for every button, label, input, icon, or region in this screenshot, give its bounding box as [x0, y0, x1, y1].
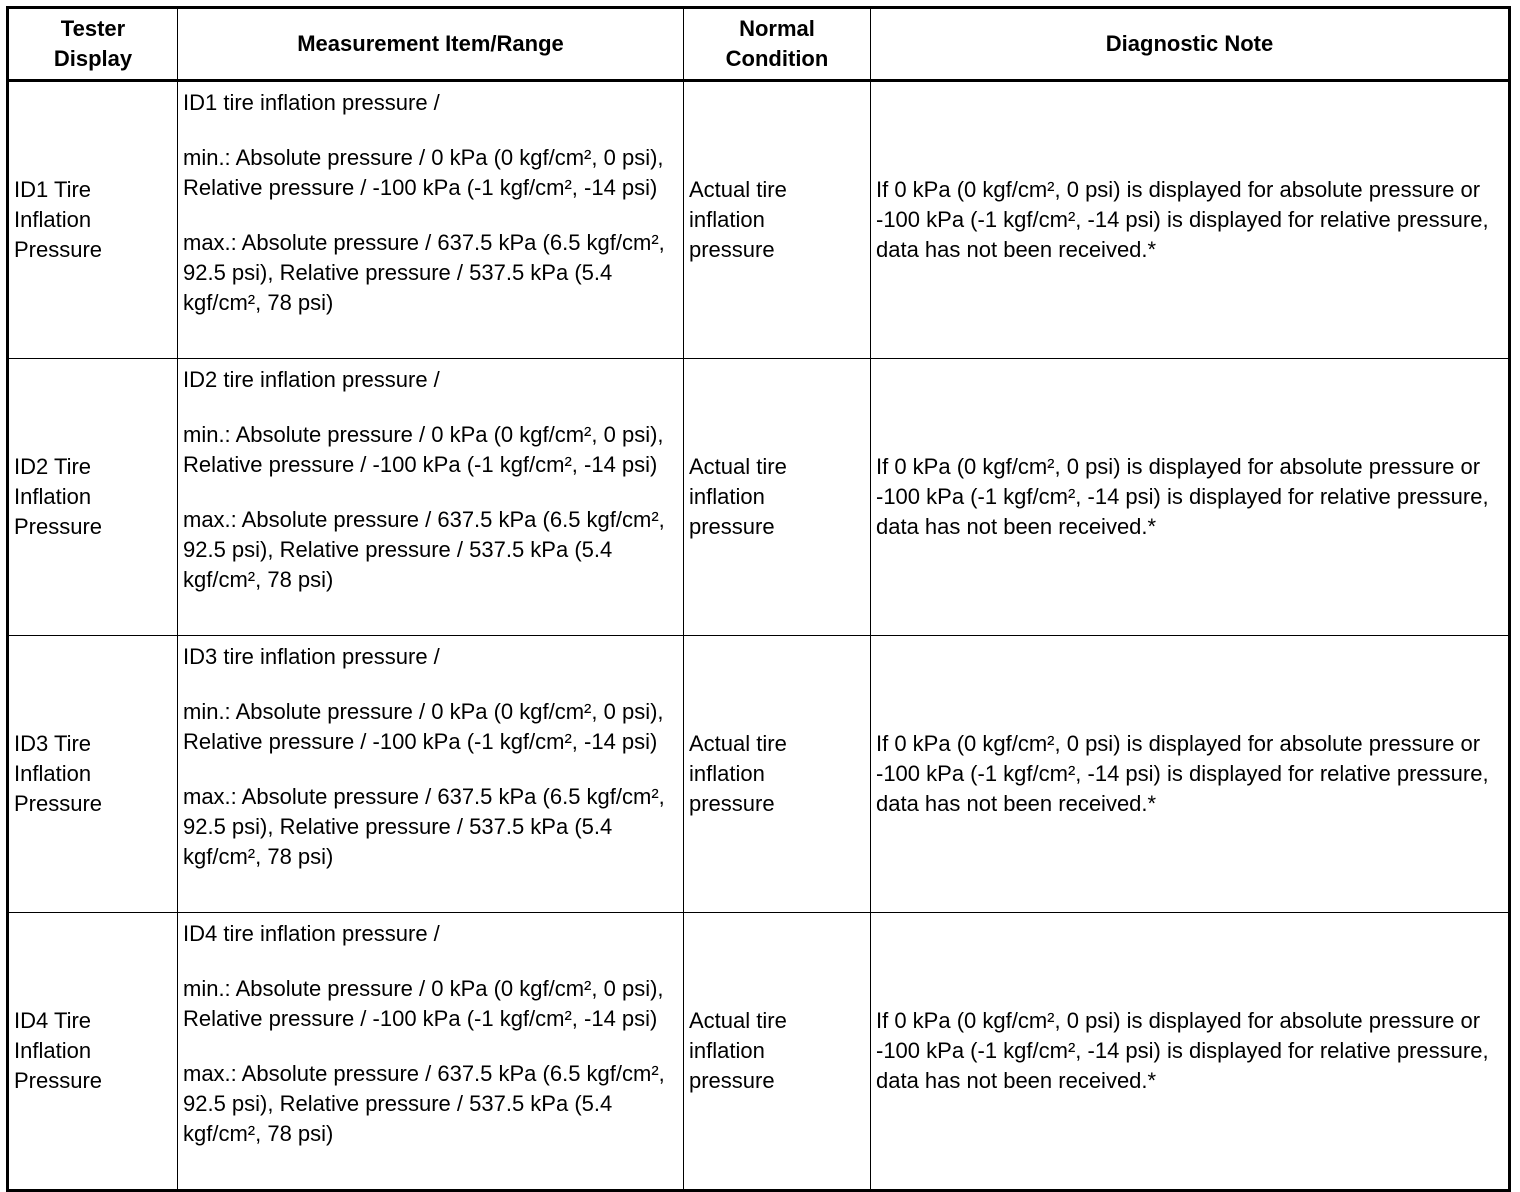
cell-measurement-range: [178, 81, 684, 359]
range-title: ID4 tire inflation pressure /: [183, 921, 440, 946]
header-normal-condition: Normal Condition: [684, 8, 871, 81]
range-max: max.: Absolute pressure / 637.5 kPa (6.5 kgf/cm², 92.5 psi), Relative pressure / 537.5 kPa (5.4 kgf/cm², 78 psi): [183, 230, 665, 315]
range-title: ID2 tire inflation pressure /: [183, 367, 440, 392]
table-row: [8, 81, 1510, 359]
range-min: min.: Absolute pressure / 0 kPa (0 kgf/cm², 0 psi), Relative pressure / -100 kPa (-1 kgf/cm², -14 psi): [183, 976, 664, 1031]
header-measurement-item-range: Measurement Item/Range: [178, 8, 684, 81]
cell-diagnostic-note: If 0 kPa (0 kgf/cm², 0 psi) is displayed for absolute pressure or -100 kPa (-1 kgf/cm², -14 psi) is displayed for relative pressure, data has not been received.*: [871, 359, 1510, 636]
cell-tester-display: ID2 Tire Inflation Pressure: [8, 359, 178, 636]
table-row: [8, 359, 1510, 636]
cell-diagnostic-note: If 0 kPa (0 kgf/cm², 0 psi) is displayed for absolute pressure or -100 kPa (-1 kgf/cm², -14 psi) is displayed for relative pressure, data has not been received.*: [871, 81, 1510, 359]
cell-normal-condition: Actual tire inflation pressure: [684, 359, 871, 636]
table-header: [8, 8, 1510, 81]
cell-measurement-range: [178, 359, 684, 636]
cell-diagnostic-note: If 0 kPa (0 kgf/cm², 0 psi) is displayed for absolute pressure or -100 kPa (-1 kgf/cm², -14 psi) is displayed for relative pressure, data has not been received.*: [871, 636, 1510, 913]
range-min: min.: Absolute pressure / 0 kPa (0 kgf/cm², 0 psi), Relative pressure / -100 kPa (-1 kgf/cm², -14 psi): [183, 145, 664, 200]
table-body: [8, 81, 1510, 1191]
table-row: [8, 636, 1510, 913]
header-diagnostic-note: Diagnostic Note: [871, 8, 1510, 81]
cell-diagnostic-note: If 0 kPa (0 kgf/cm², 0 psi) is displayed for absolute pressure or -100 kPa (-1 kgf/cm², -14 psi) is displayed for relative pressure, data has not been received.*: [871, 913, 1510, 1191]
diagnostic-data-table: [6, 6, 1511, 1192]
header-tester-display: Tester Display: [8, 8, 178, 81]
cell-tester-display: ID3 Tire Inflation Pressure: [8, 636, 178, 913]
range-min: min.: Absolute pressure / 0 kPa (0 kgf/cm², 0 psi), Relative pressure / -100 kPa (-1 kgf/cm², -14 psi): [183, 699, 664, 754]
cell-measurement-range: [178, 636, 684, 913]
cell-tester-display: ID1 Tire Inflation Pressure: [8, 81, 178, 359]
cell-normal-condition: Actual tire inflation pressure: [684, 636, 871, 913]
range-max: max.: Absolute pressure / 637.5 kPa (6.5 kgf/cm², 92.5 psi), Relative pressure / 537.5 kPa (5.4 kgf/cm², 78 psi): [183, 507, 665, 592]
header-row: [8, 8, 1510, 81]
table-row: [8, 913, 1510, 1191]
range-title: ID3 tire inflation pressure /: [183, 644, 440, 669]
range-max: max.: Absolute pressure / 637.5 kPa (6.5 kgf/cm², 92.5 psi), Relative pressure / 537.5 kPa (5.4 kgf/cm², 78 psi): [183, 784, 665, 869]
cell-measurement-range: [178, 913, 684, 1191]
cell-normal-condition: Actual tire inflation pressure: [684, 81, 871, 359]
range-title: ID1 tire inflation pressure /: [183, 90, 440, 115]
cell-normal-condition: Actual tire inflation pressure: [684, 913, 871, 1191]
range-min: min.: Absolute pressure / 0 kPa (0 kgf/cm², 0 psi), Relative pressure / -100 kPa (-1 kgf/cm², -14 psi): [183, 422, 664, 477]
cell-tester-display: ID4 Tire Inflation Pressure: [8, 913, 178, 1191]
range-max: max.: Absolute pressure / 637.5 kPa (6.5 kgf/cm², 92.5 psi), Relative pressure / 537.5 kPa (5.4 kgf/cm², 78 psi): [183, 1061, 665, 1146]
